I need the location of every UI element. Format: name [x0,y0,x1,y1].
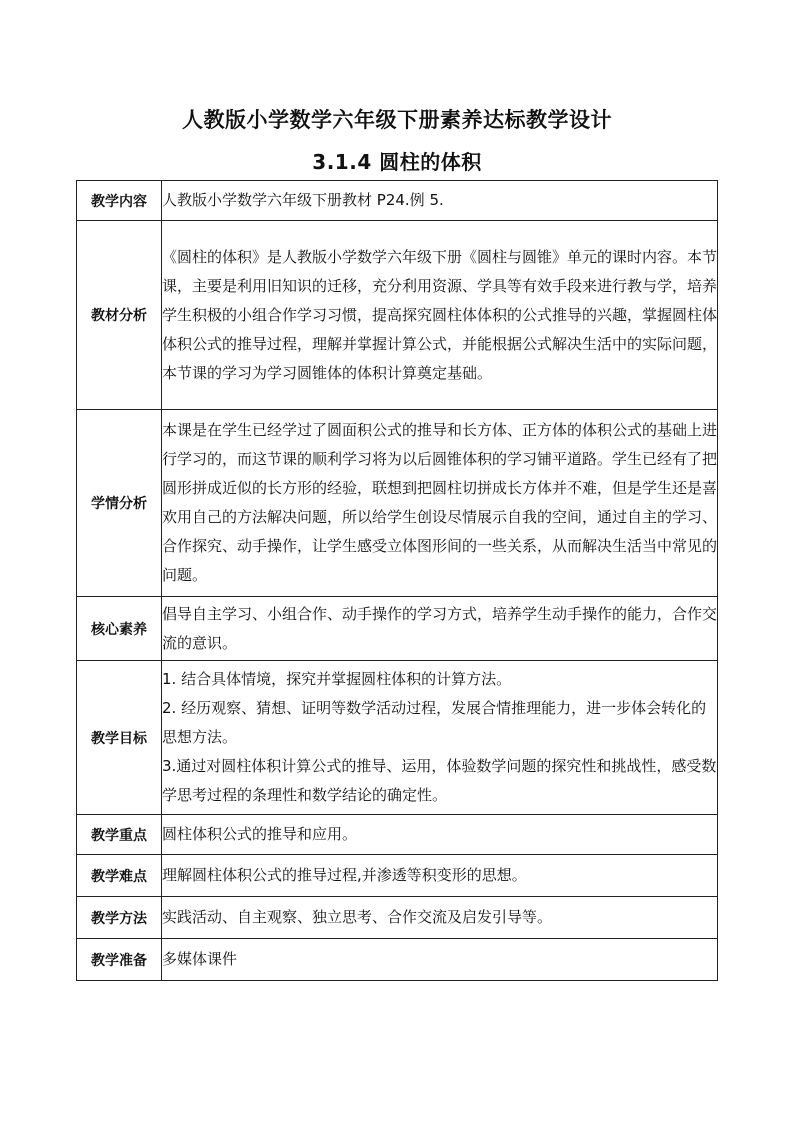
core-literacy-text: 倡导自主学习、小组合作、动手操作的学习方式，培养学生动手操作的能力，合作交流的意识。 [162,597,718,661]
teaching-methods-text: 实践活动、自主观察、独立思考、合作交流及启发引导等。 [162,897,718,939]
row-label-teaching-preparation: 教学准备 [77,939,162,981]
key-points-text: 圆柱体积公式的推导和应用。 [162,815,718,855]
table-row [77,897,718,939]
teaching-goal-item: 2. 经历观察、猜想、证明等数学活动过程，发展合情推理能力，进一步体会转化的思想方法。 [162,699,707,746]
teaching-goals-cell [162,661,718,815]
teaching-preparation-text: 多媒体课件 [162,939,718,981]
table-row [77,597,718,661]
teaching-content-text: 人教版小学数学六年级下册教材 P24.例 5. [162,181,718,221]
difficult-points-text: 理解圆柱体积公式的推导过程,并渗透等积变形的思想。 [162,855,718,897]
row-label-teaching-methods: 教学方法 [77,897,162,939]
student-analysis-text: 本课是在学生已经学过了圆面积公式的推导和长方体、正方体的体积公式的基础上进行学习的，而这节课的顺利学习将为以后圆锥体积的学习铺平道路。学生已经有了把圆形拼成近似的长方形的经验，联想到把圆柱切拼成长方体并不难，但是学生还是喜欢用自己的方法解决问题，所以给学生创设尽情展示自我的空间，通过自主的学习、合作探究、动手操作，让学生感受立体图形间的一些关系，从而解决生活当中常见的问题。 [162,410,718,597]
row-label-key-points: 教学重点 [77,815,162,855]
table-row [77,221,718,410]
row-label-core-literacy: 核心素养 [77,597,162,661]
table-row [77,939,718,981]
document-title: 人教版小学数学六年级下册素养达标教学设计 [182,108,612,132]
material-analysis-text: 《圆柱的体积》是人教版小学数学六年级下册《圆柱与圆锥》单元的课时内容。本节课，主要是利用旧知识的迁移，充分利用资源、学具等有效手段来进行教与学，培养学生积极的小组合作学习习惯，提高探究圆柱体体积的公式推导的兴趣，掌握圆柱体体积公式的推导过程，理解并掌握计算公式，并能根据公式解决生活中的实际问题，本节课的学习为学习圆锥体的体积计算奠定基础。 [162,221,718,410]
teaching-goal-item: 1. 结合具体情境，探究并掌握圆柱体积的计算方法。 [162,670,512,688]
table-row [77,661,718,815]
table-row [77,855,718,897]
row-label-material-analysis: 教材分析 [77,221,162,410]
table-row [77,410,718,597]
table-row [77,815,718,855]
lesson-plan-table [76,180,718,981]
lesson-title: 3.1.4 圆柱的体积 [312,150,482,174]
teaching-goal-item: 3.通过对圆柱体积计算公式的推导、运用，体验数学问题的探究性和挑战性，感受数学思考过程的条理性和数学结论的确定性。 [162,757,717,804]
row-label-teaching-content: 教学内容 [77,181,162,221]
row-label-difficult-points: 教学难点 [77,855,162,897]
table-row [77,181,718,221]
row-label-student-analysis: 学情分析 [77,410,162,597]
row-label-teaching-goals: 教学目标 [77,661,162,815]
